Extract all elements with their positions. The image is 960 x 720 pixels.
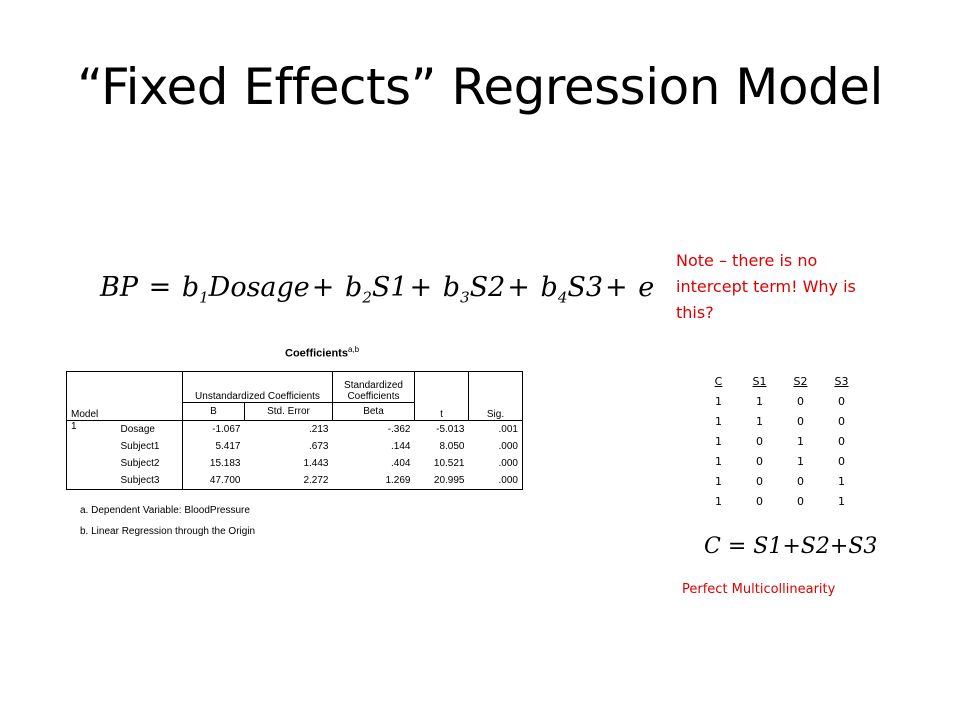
cell-b: 5.417 <box>215 441 241 452</box>
cell-sig: .001 <box>469 421 523 439</box>
matrix-header-label: S2 <box>793 374 808 388</box>
coefficients-table <box>66 371 523 490</box>
matrix-row <box>698 491 862 511</box>
identity-v3: S3 <box>848 534 878 559</box>
matrix-header-row <box>698 371 862 391</box>
cell-sig: .000 <box>469 438 523 455</box>
cell-std-error: .213 <box>309 424 329 435</box>
matrix-cell: 1 <box>797 454 804 468</box>
header-std-error: Std. Error <box>245 403 333 421</box>
eq-plus-1: + <box>311 272 335 303</box>
eq-var-3: S2 <box>469 272 506 303</box>
eq-plus-4: + <box>605 272 628 303</box>
cell-beta: 1.269 <box>333 472 415 490</box>
eq-sub-4: 4 <box>557 288 568 307</box>
row-name: Subject3 <box>117 472 183 490</box>
matrix-cell: 0 <box>797 414 804 428</box>
identity-equals: = <box>727 534 747 559</box>
matrix-cell: 0 <box>838 434 845 448</box>
cell-std-error: 2.272 <box>245 472 333 490</box>
matrix-cell: 0 <box>797 474 804 488</box>
collinearity-equation <box>704 534 877 559</box>
matrix-cell: 1 <box>838 494 845 508</box>
dummy-variable-matrix <box>698 371 862 511</box>
cell-t: 8.050 <box>439 441 465 452</box>
matrix-row <box>698 471 862 491</box>
table-row <box>67 472 523 490</box>
matrix-cell: 0 <box>797 494 804 508</box>
header-beta: Beta <box>333 403 415 421</box>
eq-coef-2: b <box>345 272 363 303</box>
eq-lhs: BP <box>100 272 139 303</box>
regression-equation <box>100 272 654 306</box>
cell-t: -5.013 <box>436 424 465 435</box>
matrix-row <box>698 431 862 451</box>
matrix-cell: 0 <box>756 434 763 448</box>
matrix-cell: 1 <box>715 434 722 448</box>
header-standardized: Standardized Coefficients <box>333 372 415 403</box>
cell-sig: .000 <box>469 472 523 490</box>
identity-plus-1: + <box>782 534 801 559</box>
matrix-cell: 0 <box>797 394 804 408</box>
cell-std-error: .673 <box>309 441 329 452</box>
eq-var-2: S1 <box>371 272 408 303</box>
matrix-cell: 1 <box>715 394 722 408</box>
eq-var-4: S3 <box>567 272 604 303</box>
eq-coef-3: b <box>442 272 461 303</box>
cell-sig: .000 <box>469 455 523 472</box>
header-sig: Sig. <box>469 372 523 421</box>
cell-beta: -.362 <box>387 424 411 435</box>
table-row <box>67 438 523 455</box>
matrix-cell: 1 <box>715 474 722 488</box>
eq-plus-3: + <box>507 272 530 303</box>
eq-sub-1: 1 <box>199 288 209 307</box>
footnote-b: b. Linear Regression through the Origin <box>80 526 256 537</box>
coefficients-table-title <box>285 345 359 360</box>
perfect-multicollinearity-label: Perfect Multicollinearity <box>682 582 836 597</box>
row-name: Subject1 <box>117 438 183 455</box>
matrix-cell: 1 <box>756 394 763 408</box>
cell-t: 20.995 <box>415 472 469 490</box>
matrix-row <box>698 451 862 471</box>
header-model: Model <box>67 372 183 421</box>
eq-error: e <box>638 272 655 303</box>
eq-equals: = <box>148 272 172 303</box>
matrix-cell: 0 <box>756 454 763 468</box>
cell-beta: .404 <box>391 458 411 469</box>
matrix-header <box>739 371 780 391</box>
model-number: 1 <box>67 421 117 490</box>
matrix-cell: 0 <box>838 394 845 408</box>
matrix-row <box>698 391 862 411</box>
eq-var-1: Dosage <box>208 272 310 303</box>
matrix-cell: 0 <box>756 474 763 488</box>
coefficients-title-sup: a,b <box>347 345 360 354</box>
identity-plus-2: + <box>829 534 849 559</box>
matrix-header-label: S3 <box>834 374 849 388</box>
header-t: t <box>415 372 469 421</box>
identity-v2: S2 <box>800 534 830 559</box>
matrix-header <box>821 371 862 391</box>
matrix-header-label: S1 <box>752 374 767 388</box>
cell-beta: .144 <box>391 441 411 452</box>
row-name: Dosage <box>117 421 183 439</box>
matrix-row <box>698 411 862 431</box>
matrix-cell: 0 <box>838 454 845 468</box>
intercept-note: Note – there is no intercept term! Why is this? <box>676 251 856 322</box>
matrix-cell: 1 <box>838 474 845 488</box>
identity-v1: S1 <box>753 534 783 559</box>
footnote-a: a. Dependent Variable: BloodPressure <box>80 505 250 516</box>
matrix-header <box>780 371 821 391</box>
cell-t: 10.521 <box>433 458 465 469</box>
matrix-header-label: C <box>714 374 723 388</box>
matrix-cell: 1 <box>715 454 722 468</box>
eq-coef-1: b <box>181 272 200 303</box>
eq-sub-3: 3 <box>460 288 470 307</box>
eq-plus-2: + <box>409 272 433 303</box>
identity-lhs: C <box>704 534 721 559</box>
matrix-cell: 1 <box>756 414 763 428</box>
header-b: B <box>183 403 245 421</box>
matrix-cell: 0 <box>838 414 845 428</box>
cell-b: 15.183 <box>209 458 241 469</box>
eq-coef-4: b <box>540 272 558 303</box>
matrix-cell: 0 <box>756 494 763 508</box>
table-row <box>67 455 523 472</box>
row-name: Subject2 <box>117 455 183 472</box>
slide-title: “Fixed Effects” Regression Model <box>77 58 883 116</box>
eq-sub-2: 2 <box>362 288 372 307</box>
header-unstandardized: Unstandardized Coefficients <box>183 372 333 403</box>
cell-std-error: 1.443 <box>303 458 329 469</box>
coefficients-title-text: Coefficients <box>285 347 348 360</box>
matrix-header <box>698 371 739 391</box>
cell-b: -1.067 <box>212 424 241 435</box>
matrix-cell: 1 <box>715 414 722 428</box>
table-row <box>67 421 523 439</box>
matrix-cell: 1 <box>797 434 804 448</box>
matrix-cell: 1 <box>715 494 722 508</box>
cell-b: 47.700 <box>183 472 245 490</box>
